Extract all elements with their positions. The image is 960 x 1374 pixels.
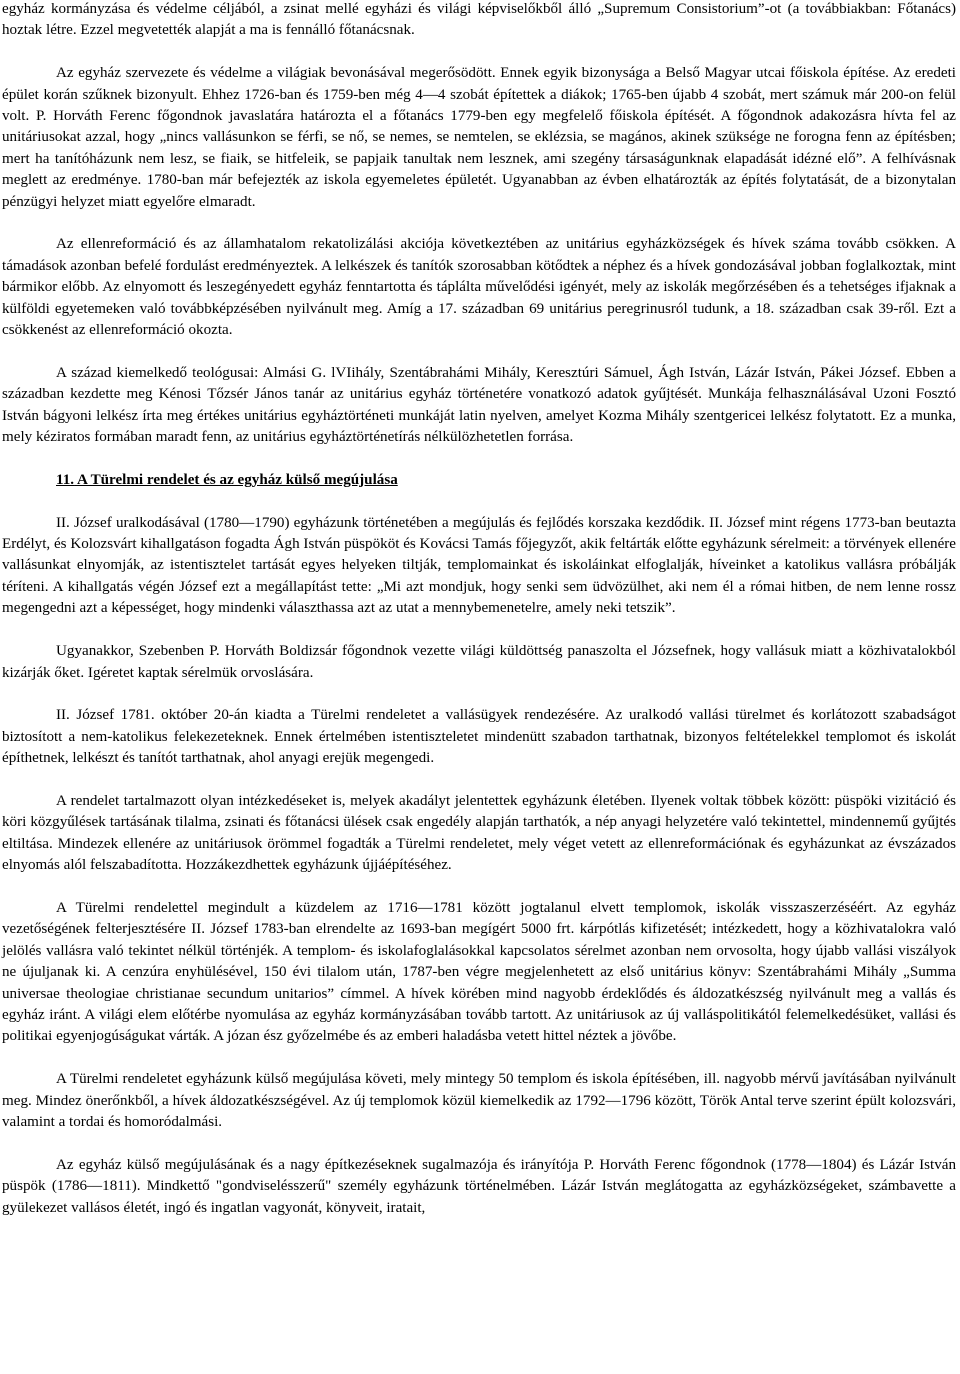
paragraph-gap [2, 491, 956, 512]
paragraph-gap [2, 1048, 956, 1069]
paragraph-gap [2, 448, 956, 469]
paragraph-gap [2, 877, 956, 898]
paragraph-gap [2, 213, 956, 234]
paragraph-gap [2, 1133, 956, 1154]
paragraph-theologians: A század kiemelkedő teológusai: Almási G. lVIihály, Szentábrahámi Mihály, Keresztúri Sámuel, Ágh István, Lázár István, Pákei József. Ebben a században kezdette meg Kénosi Tőzsér János tanár az unitárius egyház történetére vonatkozó adatok gyűjtését. Munkája felhasználásával Uzoni Fosztó István bágyoni lelkész írta meg értékes unitárius egyháztörténeti munkáját latin nyelven, amelyet Kozma Mihály szentgericei lelkész folytatott. Ez a munka, mely kéziratos formában maradt fenn, az unitárius egyháztörténetírás nélkülözhetetlen forrása. [2, 364, 956, 446]
paragraph-leaders: Az egyház külső megújulásának és a nagy építkezéseknek sugalmazója és irányítója P. Horváth Ferenc főgondnok (1778—1804) és Lázár István püspök (1786—1811). Mindkettő "gondviselésszerű" személy egyházunk történelmében. Lázár István meglátogatta az egyházközségeket, számbavette a gyülekezet vallásos életét, ingó és ingatlan vagyonát, könyveit, iratait, [2, 1156, 956, 1216]
paragraph-counter-reformation: Az ellenreformáció és az államhatalom rekatolizálási akciója következtében az unitárius egyházközségek és hívek száma tovább csökken. A támadások azonban befelé fordulást eredményeztek. A lelkészek és tanítók szorosabban kötődtek a néphez és a hívek gondozásával jobban foglalkoztak, mint bármikor előbb. Az elnyomott és leszegényedett egyház fenntartotta és táplálta művelődési igényét, mely az iskolák megőrzésében és a tehetséges ifjaknak a külföldi egyetemeken való továbbképzésében nyilvánult meg. Amíg a 17. században 69 unitárius peregrinusról tudunk, a 18. században csak 39-ről. Ezt a csökkenést az ellenreformáció okozta. [2, 236, 956, 339]
paragraph-gap [2, 620, 956, 641]
paragraph-gap [2, 341, 956, 362]
paragraph-edict-restrictions: A rendelet tartalmazott olyan intézkedéseket is, melyek akadályt jelentettek egyházunk életében. Ilyenek voltak többek között: püspöki vizitáció és köri közgyűlések tartásának tilalma, zsinati és főtanácsi ülések csak engedély alapján tarthatók, a nép anyagi helyzetére való tekintettel, mindennemű gyűjtés eltiltása. Mindezek ellenére az unitáriusok örömmel fogadták a Türelmi rendeletet, mely véget vetett az ellenreformációnak és egyházunkat az évszázados elnyomás alól felszabadította. Hozzákezdhettek egyházunk újjáépítéséhez. [2, 792, 956, 874]
section-heading [2, 470, 956, 491]
paragraph-church-buildings: A Türelmi rendeletet egyházunk külső megújulása követi, mely mintegy 50 templom és iskola építésében, ill. nagyobb mérvű javításában nyilvánult meg. Mindez önerőnkből, a hívek áldozatkészségével. Az új templomok közül kiemelkedik az 1792—1796 között, Török Antal terve szerint épült kolozsvári, valamint a tordai és homoródalmási. [2, 1071, 956, 1130]
paragraph-szeben-delegation: Ugyanakkor, Szebenben P. Horváth Boldizsár főgondnok vezette világi küldöttség panaszolta el Józsefnek, hogy vallásuk miatt a közhivatalokból kizárják őket. Igéretet kaptak sérelmük orvoslására. [2, 643, 956, 681]
paragraph-gap [2, 770, 956, 791]
paragraph-gap [2, 42, 956, 63]
paragraph-joseph-ii: II. József uralkodásával (1780—1790) egyházunk történetében a megújulás és fejlődés korszaka kezdődik. II. József mint régens 1773-ban beutazta Erdélyt, és Kolozsvárt kihallgatáson fogadta Ágh István püspököt és Kovácsi Tamás főjegyzőt, akik feltárták előtte egyházunk sérelmeit: a törvények ellenére vallásunkat elnyomják, az istentisztelet tartását egyes helyeken tiltják, templomainkat és iskoláinkat elfoglalják, híveinket a katolikus vallásra próbálják téríteni. A kihallgatás végén József ezt a megállapítást tette: „Mi azt mondjuk, hogy senki sem üdvözülhet, aki nem él a római hitben, de nem lenne rossz megengedni azt a képességet, hogy mindenki választhassa azt az utat a mennybemenetelre, amely neki tetszik”. [2, 514, 956, 617]
section-title: A Türelmi rendelet és az egyház külső megújulása [77, 471, 398, 488]
paragraph-edict-of-toleration: II. József 1781. október 20-án kiadta a Türelmi rendeletet a vallásügyek rendezésére. Az uralkodó vallási türelmet és korlátozott szabadságot biztosított a nem-katolikus felekezeteknek. Ennek értelmében istentiszteletet mindenütt szabadon tarthatnak, bizonyos feltételekkel templomot és iskolát építhetnek, lelkészt és tanítót tarthatnak, ahol anyagi erejük megengedi. [2, 707, 956, 767]
paragraph-school-building: Az egyház szervezete és védelme a világiak bevonásával megerősödött. Ennek egyik bizonysága a Belső Magyar utcai főiskola építése. Az eredeti épület korán szűknek bizonyult. Ehhez 1726-ban és 1759-ben még 4—4 szobát építettek a diákok; 1765-ben újabb 4 szobát, mert számuk már 200-on felül volt. P. Horváth Ferenc főgondnok javaslatára határozta el a főtanács 1779-ben egy megfelelő főiskola építését. A főgondnok adakozásra hívta fel az unitáriusokat azzal, hogy „nincs vallásunkon se férfi, se nő, se nemes, se nemtelen, se eklézsia, se magános, akinek szüksége ne forogna fenn az építésben; mert ha tanítóházunk nem lesz, se fiaik, se hitfeleik, se papjaik tanultak nem lesznek, ami szegény társaságunknak elapadását idézné elő”. A felhívásnak meglett az eredménye. 1780-ban már befejezték az iskola egyemeletes épületét. Ugyanabban az évben elhatározták az építés folytatását, de a bizonytalan pénzügyi helyzet miatt egyelőre elmaradt. [2, 65, 956, 210]
paragraph-continuation: egyház kormányzása és védelme céljából, a zsinat mellé egyházi és világi képviselőkből álló „Supremum Consistorium”-ot (a továbbiakban: Főtanács) hoztak létre. Ezzel megvetették alapját a ma is fennálló főtanácsnak. [2, 1, 956, 39]
section-number: 11. [56, 471, 75, 488]
paragraph-gap [2, 684, 956, 705]
paragraph-church-recovery: A Türelmi rendelettel megindult a küzdelem az 1716—1781 között jogtalanul elvett templomok, iskolák visszaszerzéséért. Az egyház vezetőségének felterjesztésére II. József 1783-ban elrendelte az 1693-ban megígért 5000 frt. kárpótlás kifizetését; intézkedett, hogy a közhivatalokra való jelölés vallásra való tekintet nélkül történjék. A templom- és iskolafoglalásokkal kapcsolatos sérelmet azonban nem orvosolta, hogy újabb vallási viszályok ne újuljanak ki. A cenzúra enyhülésével, 150 évi tilalom után, 1787-ben végre megjelenhetett az első unitárius könyv: Szentábrahámi Mihály „Summa universae theologiae christianae secundum unitarios” címmel. A hívek körében mind nagyobb érdeklődés és áldozatkészség nyilvánult meg a vallás és egyház iránt. A világi elem előtérbe nyomulása az egyház kormányzásában tovább tartott. Az unitáriusok az új valláspolitikától felemelkedésüket, vallási és politikai egyenjogúságukat várták. A józan ész győzelmébe és az emberi haladásba vetett hittel néztek a jövőbe. [2, 899, 956, 1045]
